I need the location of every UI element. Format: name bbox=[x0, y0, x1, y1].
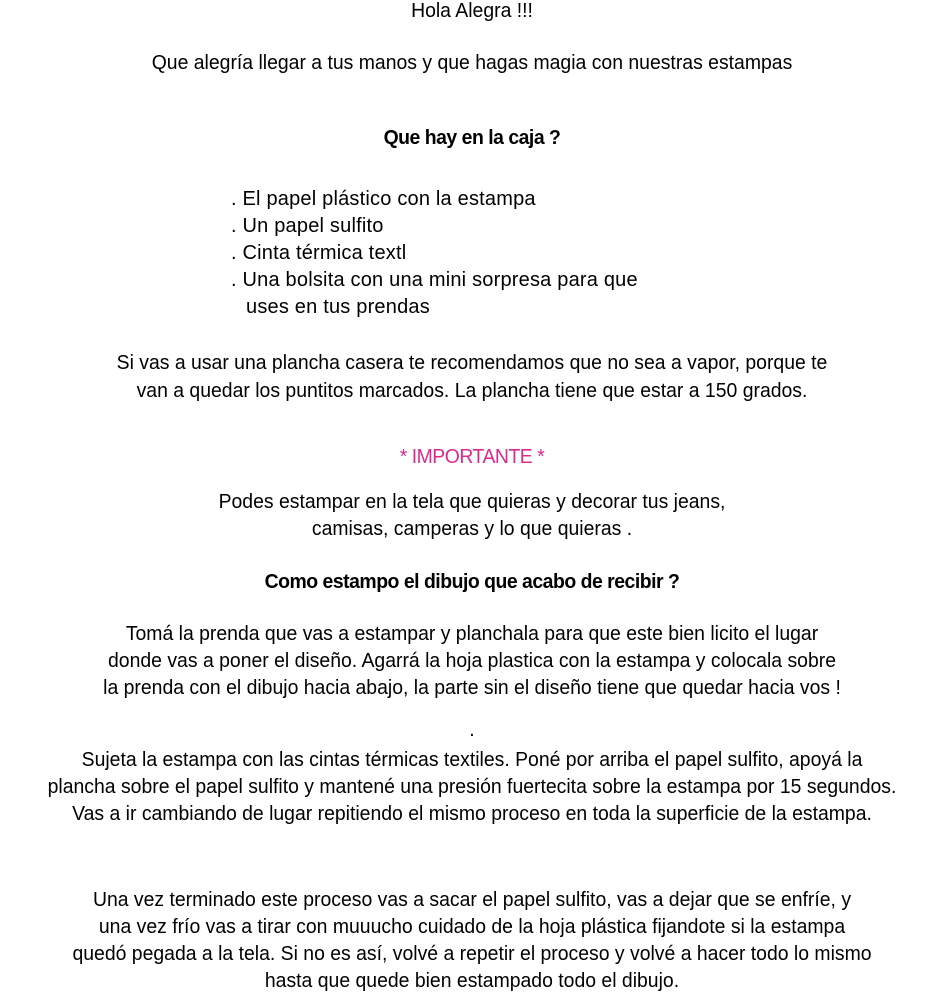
step2-line: Sujeta la estampa con las cintas térmicas textiles. Poné por arriba el papel sulfito, apoyá la bbox=[81, 749, 863, 771]
list-item: . Un papel sulfito bbox=[231, 215, 384, 237]
important-text-line: Podes estampar en la tela que quieras y decorar tus jeans, bbox=[218, 491, 726, 513]
step2-line: Vas a ir cambiando de lugar repitiendo el mismo proceso en toda la superficie de la estampa. bbox=[72, 803, 872, 825]
intro-text: Que alegría llegar a tus manos y que hagas magia con nuestras estampas bbox=[151, 52, 793, 74]
box-heading: Que hay en la caja ? bbox=[383, 127, 561, 149]
greeting: Hola Alegra !!! bbox=[411, 0, 533, 22]
list-item: uses en tus prendas bbox=[246, 296, 430, 318]
step1-line: donde vas a poner el diseño. Agarrá la hoja plastica con la estampa y colocala sobre bbox=[108, 650, 836, 672]
iron-note-line: van a quedar los puntitos marcados. La plancha tiene que estar a 150 grados. bbox=[136, 380, 808, 402]
list-item: . Una bolsita con una mini sorpresa para que bbox=[231, 269, 638, 291]
how-heading: Como estampo el dibujo que acabo de recibir ? bbox=[264, 571, 680, 593]
box-items-list bbox=[231, 186, 791, 321]
step3-line: quedó pegada a la tela. Si no es así, volvé a repetir el proceso y volvé a hacer todo lo mismo bbox=[72, 943, 872, 965]
list-item: . Cinta térmica textl bbox=[231, 242, 407, 264]
step3-line: hasta que quede bien estampado todo el dibujo. bbox=[264, 970, 680, 992]
step2-line: plancha sobre el papel sulfito y mantené una presión fuertecita sobre la estampa por 15 segundos. bbox=[47, 776, 897, 798]
step1-line: la prenda con el dibujo hacia abajo, la parte sin el diseño tiene que quedar hacia vos ! bbox=[103, 677, 841, 699]
important-text-line: camisas, camperas y lo que quieras . bbox=[311, 518, 633, 540]
list-item: . El papel plástico con la estampa bbox=[231, 188, 536, 210]
step1-line: Tomá la prenda que vas a estampar y planchala para que este bien licito el lugar bbox=[125, 623, 819, 645]
step3-line: Una vez terminado este proceso vas a sacar el papel sulfito, vas a dejar que se enfríe, y bbox=[92, 889, 852, 911]
important-heading: * IMPORTANTE * bbox=[399, 446, 545, 468]
iron-note-line: Si vas a usar una plancha casera te recomendamos que no sea a vapor, porque te bbox=[116, 352, 828, 374]
separator-dot: . bbox=[469, 719, 475, 741]
step3-line: una vez frío vas a tirar con muuucho cuidado de la hoja plástica fijandote si la estampa bbox=[98, 916, 846, 938]
